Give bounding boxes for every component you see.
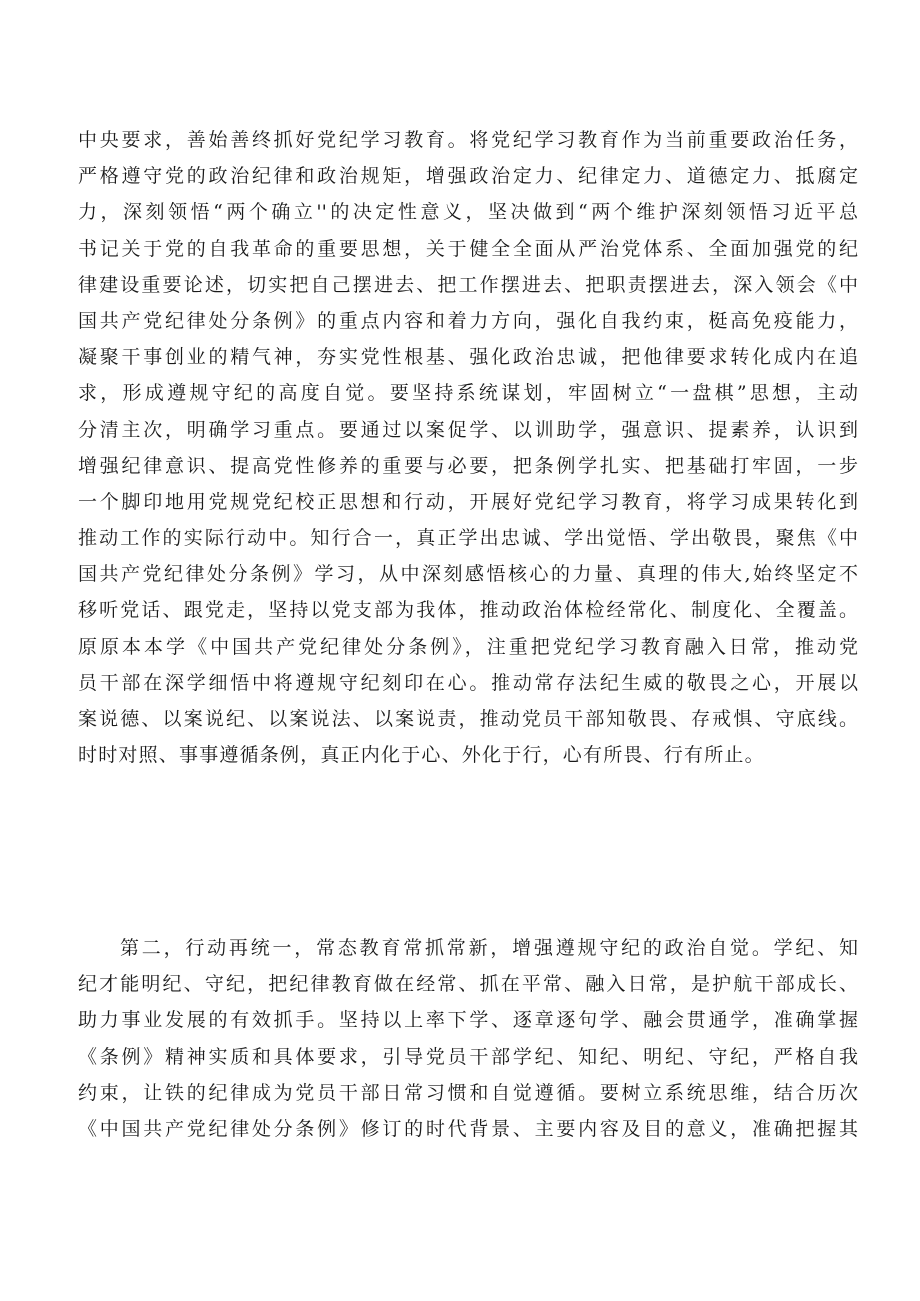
paragraph-2-line: 《条例》精神实质和具体要求，引导党员干部学纪、知纪、明纪、守纪，严格自我 — [78, 1045, 858, 1068]
paragraph-1-line: 员干部在深学细悟中将遵规守纪刻印在心。推动常存法纪生威的敬畏之心，开展以 — [78, 671, 858, 694]
paragraph-1 — [78, 122, 858, 773]
paragraph-1-line: 求，形成遵规守纪的高度自觉。要坚持系统谋划，牢固树立“一盘棋”思想，主动 — [78, 382, 858, 405]
paragraph-1-line: 时时对照、事事遵循条例，真正内化于心、外化于行，心有所畏、行有所止。 — [78, 744, 765, 767]
paragraph-1-line: 原原本本学《中国共产党纪律处分条例》，注重把党纪学习教育融入日常，推动党 — [78, 635, 858, 658]
paragraph-1-line: 中央要求，善始善终抓好党纪学习教育。将党纪学习教育作为当前重要政治任务， — [78, 129, 858, 151]
paragraph-1-line: 凝聚干事创业的精气神，夯实党性根基、强化政治忠诚，把他律要求转化成内在追 — [78, 346, 858, 369]
paragraph-1-line: 分清主次，明确学习重点。要通过以案促学、以训助学，强意识、提素养，认识到 — [78, 418, 858, 441]
paragraph-1-line: 移听党话、跟党走，坚持以党支部为我体，推动政治体检经常化、制度化、全覆盖。 — [78, 599, 858, 622]
paragraph-1-line: 推动工作的实际行动中。知行合一，真正学出忠诚、学出觉悟、学出敬畏，聚焦《中 — [78, 527, 858, 550]
paragraph-2-line: 助力事业发展的有效抓手。坚持以上率下学、逐章逐句学、融会贯通学，准确掌握 — [78, 1009, 858, 1032]
paragraph-2-line: 约束，让铁的纪律成为党员干部日常习惯和自觉遵循。要树立系统思维，结合历次 — [78, 1081, 858, 1104]
paragraph-2-line: 纪才能明纪、守纪，把纪律教育做在经常、抓在平常、融入日常，是护航干部成长、 — [78, 973, 858, 996]
paragraph-2-line: 第二，行动再统一，常态教育常抓常新，增强遵规守纪的政治自觉。学纪、知 — [120, 937, 858, 959]
paragraph-1-line: 律建设重要论述，切实把自己摆进去、把工作摆进去、把职责摆进去，深入领会《中 — [78, 273, 858, 296]
paragraph-1-line: 严格遵守党的政治纪律和政治规矩，增强政治定力、纪律定力、道德定力、抵腐定 — [78, 165, 858, 188]
paragraph-2-line: 《中国共产党纪律处分条例》修订的时代背景、主要内容及目的意义，准确把握其 — [78, 1117, 858, 1140]
paragraph-2 — [78, 930, 858, 1147]
paragraph-1-line: 增强纪律意识、提高党性修养的重要与必要，把条例学扎实、把基础打牢固，一步 — [78, 454, 858, 477]
paragraph-1-line: 国共产党纪律处分条例》学习，从中深刻感悟核心的力量、真理的伟大,始终坚定不 — [78, 563, 858, 586]
paragraph-1-line: 案说德、以案说纪、以案说法、以案说责，推动党员干部知敬畏、存戒惧、守底线。 — [78, 708, 858, 730]
paragraph-1-line: 书记关于党的自我革命的重要思想，关于健全全面从严治党体系、全面加强党的纪 — [78, 237, 858, 260]
paragraph-1-line: 力，深刻领悟“两个确立''的决定性意义，坚决做到“两个维护深刻领悟习近平总 — [78, 201, 858, 224]
paragraph-1-line: 国共产党纪律处分条例》的重点内容和着力方向，强化自我约束，梃高免疫能力， — [78, 309, 858, 332]
paragraph-1-line: 一个脚印地用党规党纪校正思想和行动，开展好党纪学习教育，将学习成果转化到 — [78, 490, 858, 513]
